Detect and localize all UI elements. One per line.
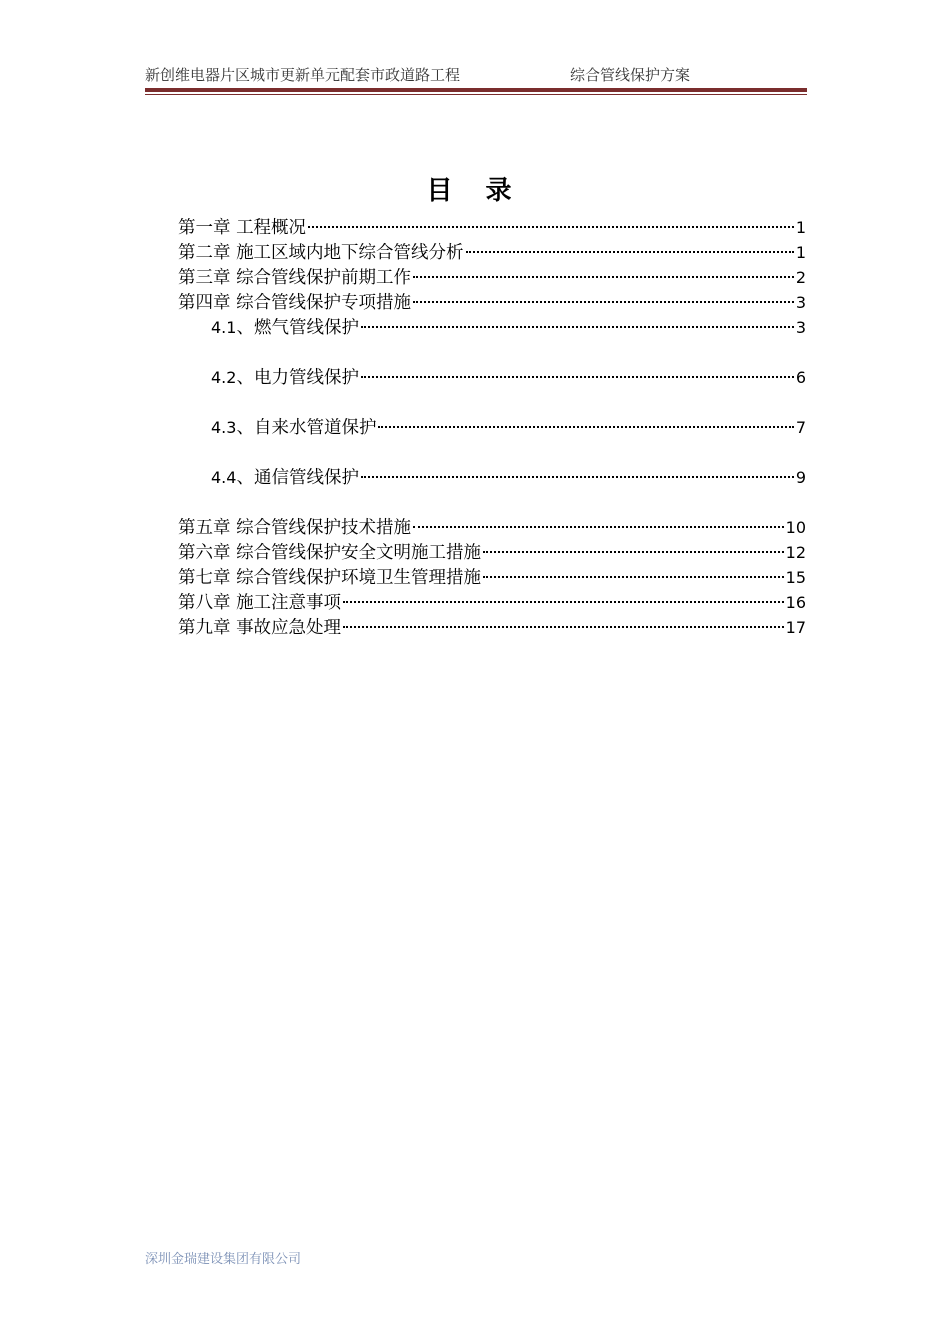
toc-section-title: 、电力管线保护 [236, 368, 359, 388]
toc-entry-chapter-6[interactable] [178, 540, 806, 565]
toc-page-number: 10 [785, 518, 806, 537]
toc-dot-leader [413, 301, 794, 303]
toc-dot-leader [483, 551, 784, 553]
toc-dot-leader [361, 376, 794, 378]
toc-page-number: 1 [795, 243, 806, 262]
toc-entry-label: 第五章 综合管线保护技术措施 [178, 518, 412, 538]
toc-entry-section-4-2[interactable] [178, 365, 806, 390]
toc-dot-leader [413, 276, 794, 278]
toc-spacer [178, 490, 806, 515]
toc-page-number: 2 [795, 268, 806, 287]
header-document-title: 综合管线保护方案 [570, 66, 691, 84]
toc-entry-label: 第六章 综合管线保护安全文明施工措施 [178, 543, 482, 563]
toc-entry-chapter-8[interactable] [178, 590, 806, 615]
toc-entry-chapter-4[interactable] [178, 290, 806, 315]
toc-entry-section-4-3[interactable] [178, 415, 806, 440]
toc-title: 目 录 [426, 176, 524, 206]
toc-spacer [178, 390, 806, 415]
toc-entry-label [211, 315, 359, 341]
toc-page-number: 1 [795, 218, 806, 237]
toc-entry-label [211, 465, 359, 491]
toc-page-number: 15 [785, 568, 806, 587]
toc-section-number: 4.4 [211, 468, 237, 487]
toc-page-number: 7 [795, 418, 806, 437]
toc-dot-leader [343, 626, 784, 628]
toc-section-title: 、自来水管道保护 [236, 418, 377, 438]
toc-dot-leader [483, 576, 784, 578]
toc-entry-chapter-1[interactable] [178, 215, 806, 240]
toc-spacer [178, 340, 806, 365]
toc-section-number: 4.2 [211, 368, 237, 387]
toc-entry-chapter-2[interactable] [178, 240, 806, 265]
toc-section-number: 4.1 [211, 318, 237, 337]
toc-spacer [178, 440, 806, 465]
toc-entry-label: 第一章 工程概况 [178, 218, 307, 238]
toc-entry-label: 第三章 综合管线保护前期工作 [178, 268, 412, 288]
table-of-contents [178, 215, 806, 640]
toc-entry-section-4-1[interactable] [178, 315, 806, 340]
toc-entry-label [211, 365, 359, 391]
toc-dot-leader [308, 226, 794, 228]
header-rule-thin [145, 94, 807, 95]
toc-dot-leader [361, 326, 794, 328]
toc-entry-label: 第七章 综合管线保护环境卫生管理措施 [178, 568, 482, 588]
toc-entry-chapter-5[interactable] [178, 515, 806, 540]
toc-page-number: 3 [795, 293, 806, 312]
toc-entry-label: 第八章 施工注意事项 [178, 593, 342, 613]
toc-page-number: 17 [785, 618, 806, 637]
header-rule-thick [145, 88, 807, 92]
toc-section-number: 4.3 [211, 418, 237, 437]
toc-entry-section-4-4[interactable] [178, 465, 806, 490]
toc-dot-leader [378, 426, 793, 428]
toc-dot-leader [466, 251, 794, 253]
page-footer-company: 深圳金瑞建设集团有限公司 [145, 1252, 302, 1267]
page-header [145, 64, 807, 88]
toc-page-number: 12 [785, 543, 806, 562]
toc-entry-label [211, 415, 376, 441]
toc-entry-label: 第二章 施工区域内地下综合管线分析 [178, 243, 464, 263]
toc-dot-leader [413, 526, 784, 528]
toc-entry-chapter-3[interactable] [178, 265, 806, 290]
toc-page-number: 6 [795, 368, 806, 387]
header-project-name: 新创维电器片区城市更新单元配套市政道路工程 [145, 66, 461, 84]
toc-dot-leader [361, 476, 794, 478]
toc-entry-chapter-9[interactable] [178, 615, 806, 640]
toc-entry-label: 第四章 综合管线保护专项措施 [178, 293, 412, 313]
toc-page-number: 16 [785, 593, 806, 612]
toc-section-title: 、通信管线保护 [236, 468, 359, 488]
toc-page-number: 9 [795, 468, 806, 487]
toc-section-title: 、燃气管线保护 [236, 318, 359, 338]
toc-dot-leader [343, 601, 784, 603]
toc-page-number: 3 [795, 318, 806, 337]
toc-entry-chapter-7[interactable] [178, 565, 806, 590]
toc-entry-label: 第九章 事故应急处理 [178, 618, 342, 638]
